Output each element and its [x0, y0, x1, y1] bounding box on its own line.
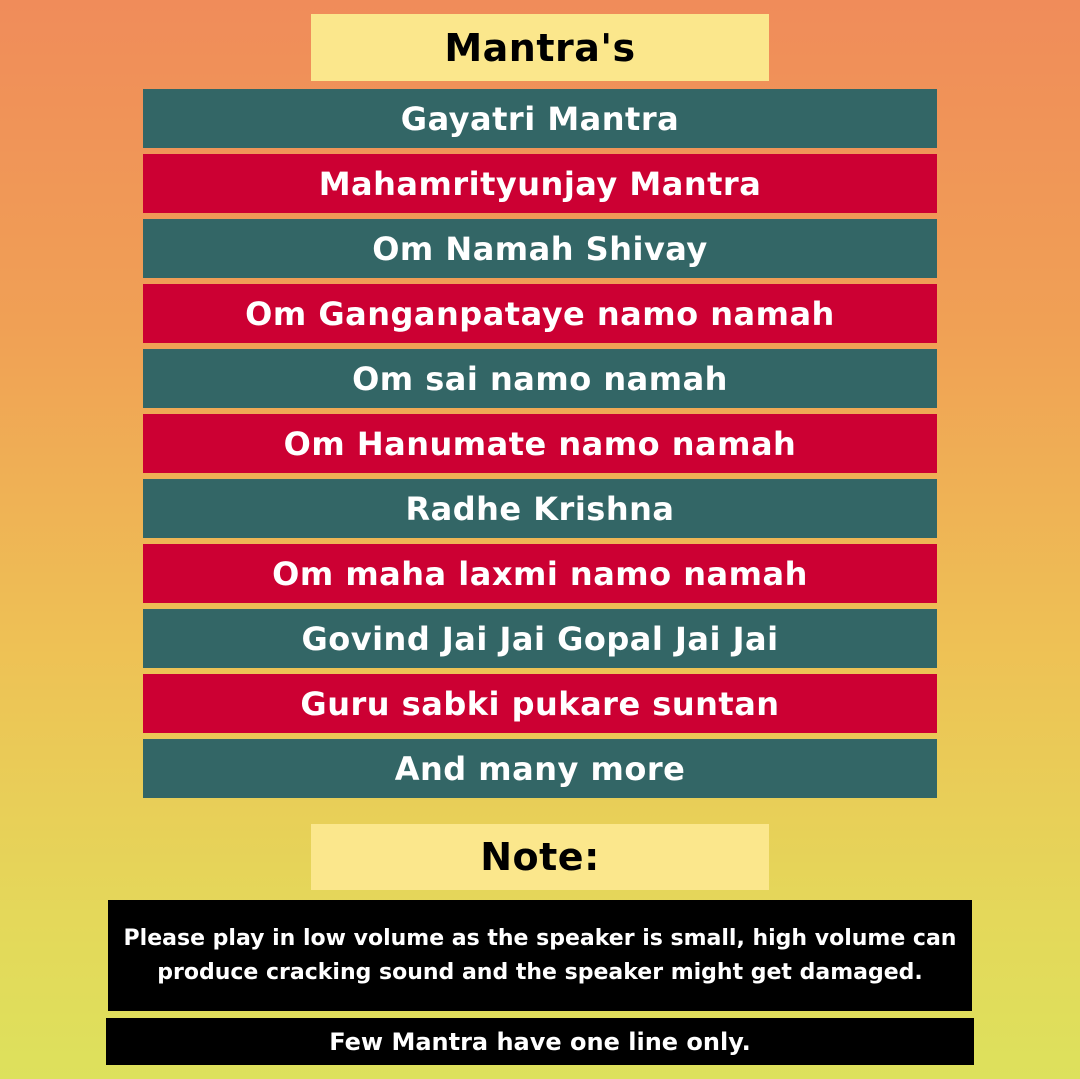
mantra-item-label: Gayatri Mantra [400, 99, 680, 138]
volume-warning-note [108, 900, 972, 1011]
mantra-item-ganpataye[interactable] [143, 284, 937, 343]
mantra-item-sai[interactable] [143, 349, 937, 408]
mantra-item-label: Om Ganganpataye namo namah [245, 294, 835, 333]
note-title [311, 824, 769, 890]
mantra-item-mahamrityunjay[interactable] [143, 154, 937, 213]
mantra-list [143, 89, 937, 804]
one-line-note-text: Few Mantra have one line only. [329, 1027, 751, 1056]
mantras-title [311, 14, 769, 81]
mantra-item-label: And many more [394, 749, 686, 788]
mantra-item-label: Om Hanumate namo namah [283, 424, 797, 463]
mantra-item-label: Om sai namo namah [352, 359, 728, 398]
one-line-note [106, 1018, 974, 1065]
mantra-item-guru[interactable] [143, 674, 937, 733]
mantra-item-om-namah-shivay[interactable] [143, 219, 937, 278]
mantra-item-radhe-krishna[interactable] [143, 479, 937, 538]
mantra-item-maha-laxmi[interactable] [143, 544, 937, 603]
mantra-item-label: Mahamrityunjay Mantra [318, 164, 762, 203]
mantra-item-govind[interactable] [143, 609, 937, 668]
note-title-text: Note: [480, 835, 600, 879]
volume-warning-text: Please play in low volume as the speaker is small, high volume can produce cracking sound and the speaker might get damaged. [123, 925, 957, 985]
mantra-item-label: Om maha laxmi namo namah [272, 554, 808, 593]
mantra-item-label: Guru sabki pukare suntan [300, 684, 780, 723]
mantra-item-many-more[interactable] [143, 739, 937, 798]
mantra-item-gayatri[interactable] [143, 89, 937, 148]
mantra-item-label: Om Namah Shivay [372, 229, 708, 268]
mantra-item-label: Govind Jai Jai Gopal Jai Jai [301, 619, 779, 658]
mantra-item-hanumate[interactable] [143, 414, 937, 473]
mantra-item-label: Radhe Krishna [405, 489, 675, 528]
mantras-title-text: Mantra's [444, 25, 636, 70]
